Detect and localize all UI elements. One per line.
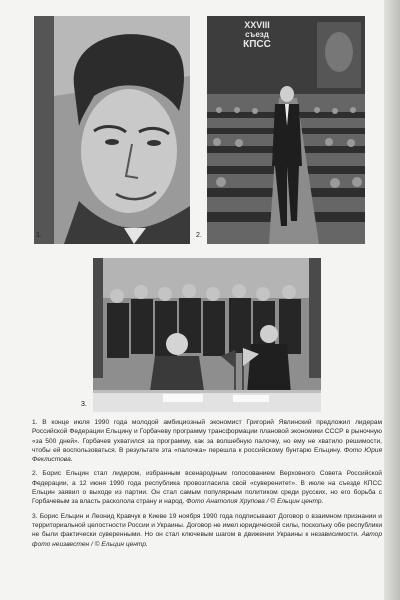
banner-line-2: съезд xyxy=(245,30,269,39)
caption-3 xyxy=(32,512,382,549)
photo-3-number: 3. xyxy=(81,401,87,408)
caption-1-credit: Фото Юрия Феклистова. xyxy=(32,446,382,464)
photo-portrait xyxy=(34,16,190,244)
caption-1 xyxy=(32,418,382,464)
caption-2-text: 2. Борис Ельцин стал лидером, избранным всенародным голосованием Верховного Совета Российской Федерации, а 12 июня 1990 года республика провозгласила свой «суверенитет». В июле на съезде КПСС Ельцин заявил о выходе из партии. Он стал самым популярным политиком среди русских, но его борьба с Горбачевым за власть расколола страну и народ. xyxy=(32,470,382,506)
photo-signing xyxy=(93,258,321,412)
congress-banner xyxy=(231,20,283,50)
photo-1-number: 1. xyxy=(36,232,42,239)
photo-congress xyxy=(207,16,365,244)
page-edge xyxy=(384,0,400,600)
photo-2-number: 2. xyxy=(196,232,202,239)
banner-line-1: XXVIII xyxy=(244,20,270,30)
banner-line-3: КПСС xyxy=(243,39,271,50)
caption-1-text: 1. В конце июля 1990 года молодой амбициозный экономист Григорий Явлинский предложил лидерам Российской Федерации Ельцину и Горбачеву программу трансформации плановой экономики СССР в рыночную «за 500 дней». Горбачев ухватился за программу, как за волшебную палочку, но ему не хватило решимости, чтобы ей воспользоваться. В результате эта «палочка» перешла к российскому бунтарю Ельцину. xyxy=(32,419,382,454)
captions-block xyxy=(32,418,382,554)
caption-3-text: 3. Борис Ельцин и Леонид Кравчук в Киеве 19 ноября 1990 года подписывают Договор о взаимном признании и территориальной целостности России и Украины. Договор не имел юридической силы, поскольку обе республики не были фактически суверенными. Но он стал ключевым шагом в движении Украины к независимости. xyxy=(32,512,382,539)
caption-2 xyxy=(32,469,382,506)
caption-3-credit: Автор фото неизвестен / © Ельцин центр. xyxy=(32,531,382,548)
caption-2-credit: Фото Анатолия Хрупова / © Ельцин центр. xyxy=(186,498,324,506)
